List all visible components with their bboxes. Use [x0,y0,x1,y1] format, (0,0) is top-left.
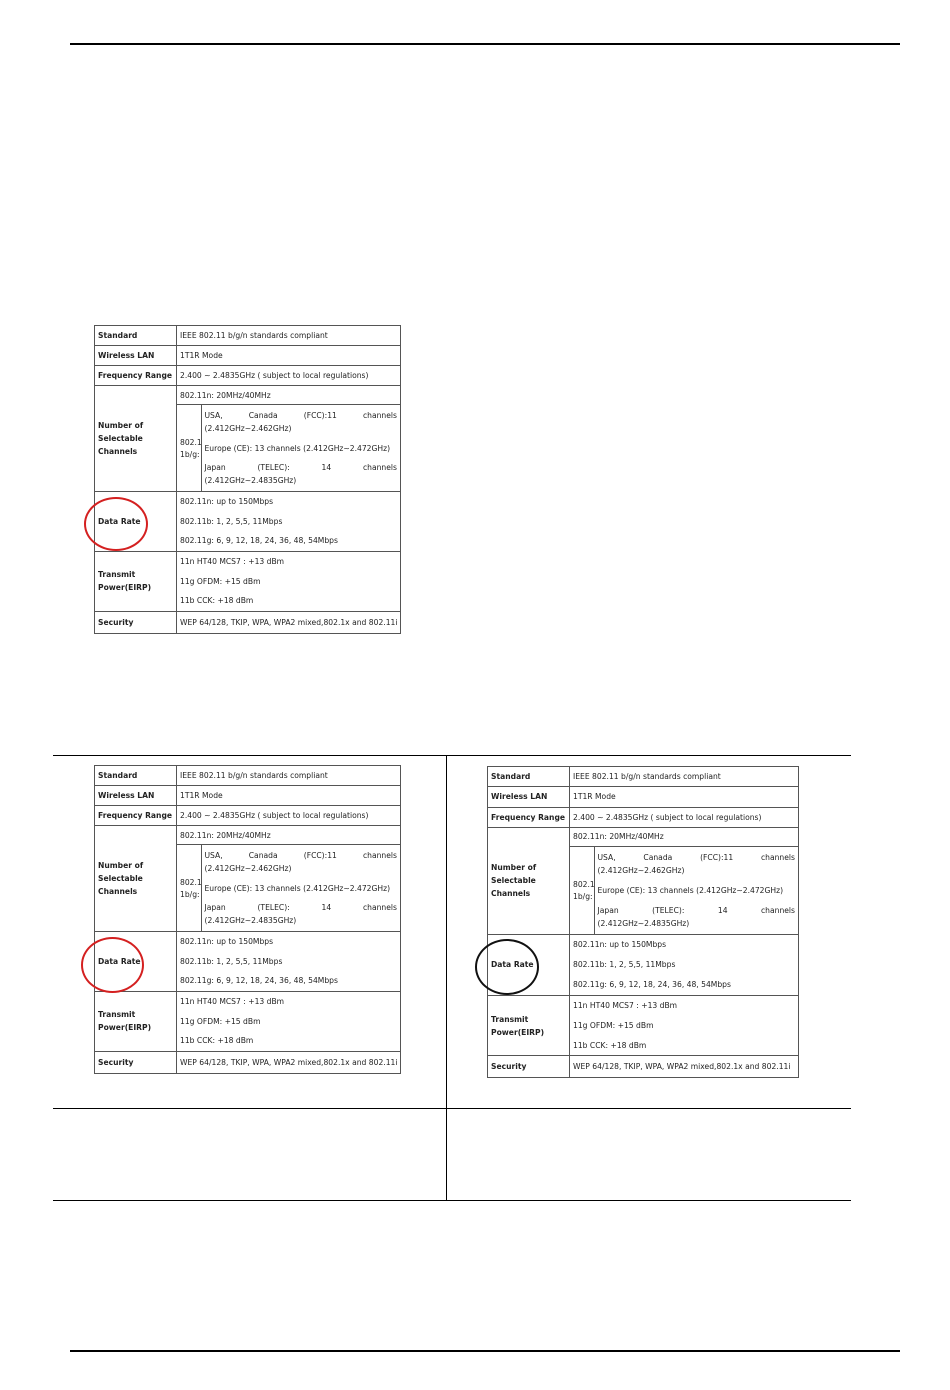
label-frequency-range: Frequency Range [488,807,570,827]
usa-word: channels [362,411,397,420]
label-line: Power(EIRP) [98,583,152,593]
label-line: Power(EIRP) [98,1023,152,1033]
channels-11n: 802.11n: 20MHz/40MHz [180,830,271,840]
compare-grid-divider [446,755,447,1201]
value-wireless-lan: 1T1R Mode [177,786,401,806]
usa-word: Canada [643,853,673,863]
japan-word: channels [760,905,795,915]
power-line: 11b CCK: +18 dBm [573,1040,647,1050]
bg-sublabel-line: 1b/g: [180,449,200,459]
usa-word: (FCC):11 [700,853,734,863]
usa-range: (2.412GHz~2.462GHz) [597,866,685,876]
value-frequency-range: 2.400 ~ 2.4835GHz ( subject to local regulations) [177,806,401,826]
label-line: Selectable [98,434,143,443]
label-line: Selectable [98,874,143,883]
channels-japan [598,901,796,933]
value-wireless-lan: 1T1R Mode [570,787,799,807]
value-standard: IEEE 802.11 b/g/n standards compliant [570,767,799,787]
japan-range: (2.412GHz~2.4835GHz) [204,916,297,925]
data-rate-line: 802.11n: up to 150Mbps [180,497,274,507]
label-transmit-power [488,995,570,1055]
value-wireless-lan: 1T1R Mode [177,346,401,366]
japan-range: (2.412GHz~2.4835GHz) [597,918,690,928]
label-selectable-channels [95,386,177,492]
power-line: 11g OFDM: +15 dBm [180,1016,261,1026]
label-wireless-lan: Wireless LAN [95,786,177,806]
japan-word: (TELEC): [257,463,290,472]
usa-word: Canada [248,851,278,860]
bg-sublabel-line: 1b/g: [180,889,200,899]
label-line: Transmit [491,1014,529,1024]
compare-grid-top-rule [53,755,851,756]
usa-word: channels [760,853,795,863]
label-security: Security [95,1051,177,1073]
red-highlight-circle [84,497,148,551]
value-frequency-range: 2.400 ~ 2.4835GHz ( subject to local regulations) [177,366,401,386]
label-data-rate: Data Rate [488,935,570,996]
value-standard: IEEE 802.11 b/g/n standards compliant [177,766,401,786]
label-selectable-channels [95,826,177,932]
label-security: Security [95,611,177,633]
label-selectable-channels [488,827,570,934]
channels-11n: 802.11n: 20MHz/40MHz [573,832,664,842]
power-line: 11n HT40 MCS7 : +13 dBm [180,997,285,1007]
usa-word: USA, [204,411,223,420]
label-line: Channels [98,887,138,896]
power-line: 11g OFDM: +15 dBm [180,576,261,586]
japan-word: Japan [204,463,226,472]
header-rule [70,43,900,45]
channels-japan [205,898,398,930]
power-line: 11g OFDM: +15 dBm [573,1021,654,1030]
value-data-rate [177,492,401,552]
label-line: Transmit [98,570,136,580]
value-security: WEP 64/128, TKIP, WPA, WPA2 mixed,802.1x and 802.11i [570,1056,799,1078]
label-data-rate: Data Rate [95,492,177,552]
bg-sublabel-line: 802.1 [573,880,595,890]
label-frequency-range: Frequency Range [95,806,177,826]
power-line: 11n HT40 MCS7 : +13 dBm [573,1001,678,1011]
value-security: WEP 64/128, TKIP, WPA, WPA2 mixed,802.1x and 802.11i [177,611,401,633]
power-line: 11b CCK: +18 dBm [180,596,254,606]
data-rate-line: 802.11g: 6, 9, 12, 18, 24, 36, 48, 54Mbps [180,976,338,986]
value-data-rate [177,932,401,992]
channels-usa [598,848,796,880]
japan-word: (TELEC): [652,905,685,915]
power-line: 11n HT40 MCS7 : +13 dBm [180,557,285,567]
label-line: Power(EIRP) [491,1027,545,1037]
bg-sublabel [570,847,594,934]
channels-11n: 802.11n: 20MHz/40MHz [180,390,271,400]
channels-europe: Europe (CE): 13 channels (2.412GHz~2.472GHz) [204,883,391,893]
usa-word: (FCC):11 [303,411,337,420]
usa-word: (FCC):11 [303,851,337,860]
data-rate-line: 802.11n: up to 150Mbps [180,937,274,947]
data-rate-line: 802.11g: 6, 9, 12, 18, 24, 36, 48, 54Mbps [573,979,731,989]
label-transmit-power [95,552,177,612]
channels-europe: Europe (CE): 13 channels (2.412GHz~2.472GHz) [597,886,784,896]
spec-table-compare-left [94,765,401,1074]
usa-range: (2.412GHz~2.462GHz) [204,424,292,433]
value-transmit-power [177,552,401,612]
label-line: Channels [491,889,531,899]
spec-table-compare-right [487,766,799,1078]
japan-word: 14 [717,905,728,915]
label-data-rate: Data Rate [95,932,177,992]
japan-word: 14 [321,463,332,472]
japan-word: 14 [321,903,332,912]
label-wireless-lan: Wireless LAN [95,346,177,366]
red-highlight-circle [81,937,144,993]
label-transmit-power [95,992,177,1052]
bg-sublabel-line: 802.1 [180,437,202,447]
compare-grid-middle-rule [53,1108,851,1109]
data-rate-line: 802.11g: 6, 9, 12, 18, 24, 36, 48, 54Mbps [180,536,338,546]
label-line: Number of [98,861,144,870]
label-line: Channels [98,447,138,456]
japan-range: (2.412GHz~2.4835GHz) [204,476,297,485]
usa-word: Canada [248,411,278,420]
label-standard: Standard [95,766,177,786]
japan-word: Japan [597,905,619,915]
value-security: WEP 64/128, TKIP, WPA, WPA2 mixed,802.1x and 802.11i [177,1051,401,1073]
value-selectable-channels [570,827,799,934]
channels-usa [205,406,398,438]
channels-usa [205,846,398,878]
bg-sublabel-line: 1b/g: [573,892,593,902]
value-transmit-power [570,995,799,1055]
value-transmit-power [177,992,401,1052]
bg-sublabel [177,405,201,491]
power-line: 11b CCK: +18 dBm [180,1036,254,1046]
label-standard: Standard [95,326,177,346]
usa-word: USA, [204,851,223,860]
bg-sublabel-line: 802.1 [180,877,202,887]
japan-word: channels [362,463,397,472]
label-line: Selectable [491,876,536,886]
channels-japan [205,458,398,490]
data-rate-line: 802.11n: up to 150Mbps [573,940,667,950]
data-rate-line: 802.11b: 1, 2, 5,5, 11Mbps [573,960,676,970]
value-selectable-channels [177,826,401,932]
value-standard: IEEE 802.11 b/g/n standards compliant [177,326,401,346]
bg-sublabel [177,845,201,931]
japan-word: (TELEC): [257,903,290,912]
japan-word: Japan [204,903,226,912]
black-highlight-circle [475,939,539,995]
label-standard: Standard [488,767,570,787]
data-rate-line: 802.11b: 1, 2, 5,5, 11Mbps [180,956,283,966]
label-frequency-range: Frequency Range [95,366,177,386]
footer-rule [70,1350,900,1352]
label-security: Security [488,1056,570,1078]
label-line: Number of [98,421,144,430]
value-frequency-range: 2.400 ~ 2.4835GHz ( subject to local regulations) [570,807,799,827]
japan-word: channels [362,903,397,912]
data-rate-line: 802.11b: 1, 2, 5,5, 11Mbps [180,516,283,526]
value-data-rate [570,935,799,996]
label-line: Number of [491,863,537,873]
label-line: Transmit [98,1010,136,1020]
spec-table-top [94,325,401,634]
usa-range: (2.412GHz~2.462GHz) [204,864,292,873]
channels-europe: Europe (CE): 13 channels (2.412GHz~2.472GHz) [204,443,391,453]
label-wireless-lan: Wireless LAN [488,787,570,807]
value-selectable-channels [177,386,401,492]
usa-word: USA, [597,853,616,863]
usa-word: channels [362,851,397,860]
compare-grid-bottom-rule [53,1200,851,1201]
